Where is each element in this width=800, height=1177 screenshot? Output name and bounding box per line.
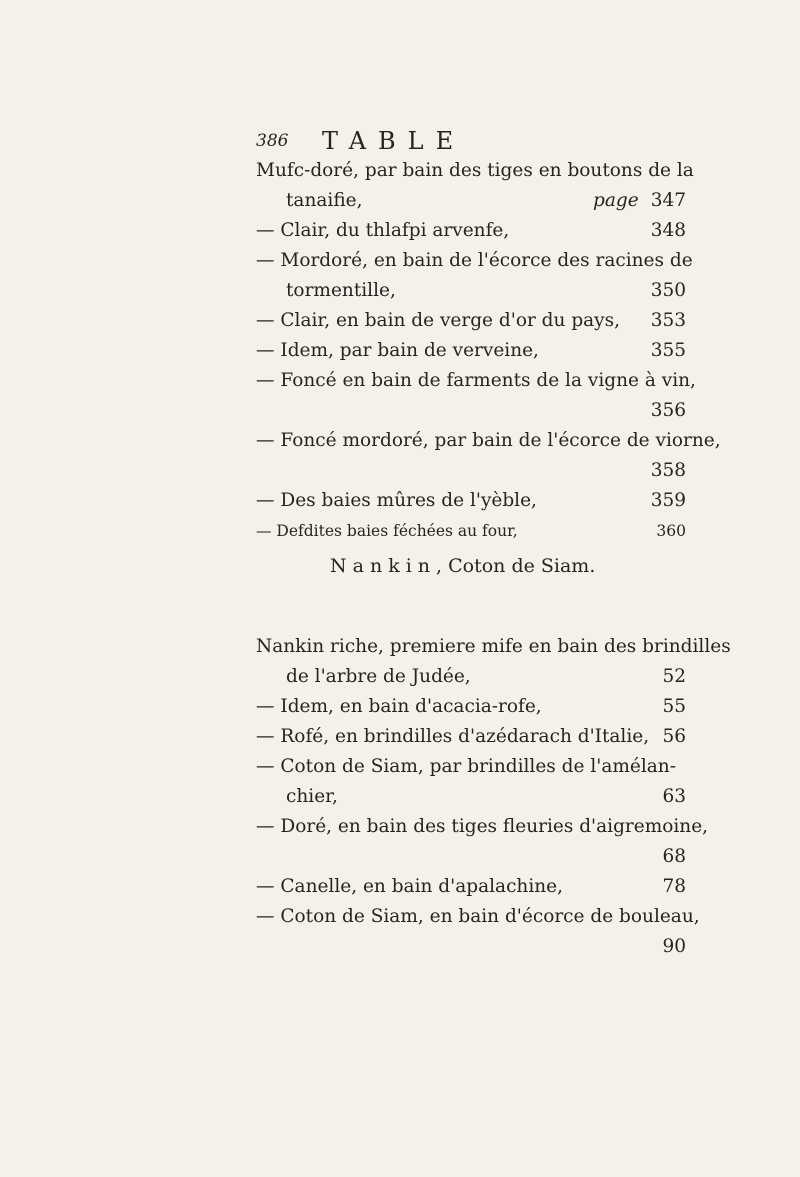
- entry-text: — Foncé en bain de farments de la vigne à vin,: [256, 370, 696, 391]
- index-line: [286, 662, 686, 692]
- page-ref: 355: [650, 340, 686, 361]
- index-line: [256, 722, 686, 752]
- entry-text: — Coton de Siam, en bain d'écorce de bouleau,: [256, 906, 700, 927]
- entry-text: Nankin riche, premiere mife en bain des brindilles: [256, 636, 731, 657]
- page-number: 386: [256, 131, 289, 151]
- page-ref: 68: [662, 846, 686, 867]
- entry-text: chier,: [286, 786, 338, 807]
- page-ref: 90: [662, 936, 686, 957]
- index-line: [256, 396, 686, 426]
- page-ref: [593, 186, 686, 216]
- entry-text: — Doré, en bain des tiges fleuries d'aigremoine,: [256, 816, 709, 837]
- page-ref: 348: [650, 220, 686, 241]
- page-ref: 356: [650, 400, 686, 421]
- page-ref: 63: [662, 786, 686, 807]
- entry-text: — Clair, du thlafpi arvenfe,: [256, 220, 510, 241]
- index-line: [256, 872, 686, 902]
- index-line: [256, 516, 686, 546]
- index-line: [256, 932, 686, 962]
- entry-text: — Des baies mûres de l'yèble,: [256, 490, 537, 511]
- page-title: TABLE: [322, 127, 466, 155]
- index-line: [286, 186, 686, 216]
- page-label: page: [593, 190, 639, 211]
- index-line: [286, 276, 686, 306]
- page-ref: 78: [662, 876, 686, 897]
- index-line: [256, 902, 700, 932]
- page-ref: 56: [662, 726, 686, 747]
- entry-text: — Idem, par bain de verveine,: [256, 340, 539, 361]
- index-line: [256, 486, 686, 516]
- index-line: [256, 632, 731, 662]
- entry-text: tanaifie,: [286, 190, 363, 211]
- entry-text: — Foncé mordoré, par bain de l'écorce de viorne,: [256, 430, 721, 451]
- page-ref: 353: [650, 310, 686, 331]
- entry-text: tormentille,: [286, 280, 396, 301]
- entry-text: — Defdites baies féchées au four,: [256, 522, 518, 540]
- page-ref: 360: [656, 522, 686, 540]
- section-heading-caps: Nankin: [330, 555, 437, 577]
- index-line: [256, 366, 696, 396]
- entry-text: Mufc-doré, par bain des tiges en boutons de la: [256, 160, 694, 181]
- entry-text: de l'arbre de Judée,: [286, 666, 471, 687]
- index-line: [256, 752, 686, 782]
- page-ref-number: 347: [650, 190, 686, 211]
- index-line: [256, 426, 721, 456]
- page-ref: 350: [650, 280, 686, 301]
- page-ref: 55: [662, 696, 686, 717]
- index-line: [256, 336, 686, 366]
- index-line: [256, 812, 709, 842]
- entry-text: — Mordoré, en bain de l'écorce des racines de: [256, 250, 693, 271]
- entry-text: — Clair, en bain de verge d'or du pays,: [256, 310, 621, 331]
- index-line: [286, 782, 686, 812]
- index-line: [256, 216, 686, 246]
- page-ref: 359: [650, 490, 686, 511]
- entry-text: — Canelle, en bain d'apalachine,: [256, 876, 564, 897]
- index-line: [256, 842, 686, 872]
- entry-text: — Coton de Siam, par brindilles de l'amélan-: [256, 756, 676, 777]
- entry-text: — Rofé, en brindilles d'azédarach d'Italie,: [256, 726, 650, 747]
- index-line: [256, 246, 693, 276]
- index-line: [256, 692, 686, 722]
- page-ref: 358: [650, 460, 686, 481]
- index-line: [256, 456, 686, 486]
- section-heading-rest: , Coton de Siam.: [436, 555, 596, 577]
- page-ref: 52: [662, 666, 686, 687]
- section-heading: [330, 551, 595, 581]
- index-line: [256, 306, 686, 336]
- entry-text: — Idem, en bain d'acacia-rofe,: [256, 696, 542, 717]
- index-line: [256, 156, 694, 186]
